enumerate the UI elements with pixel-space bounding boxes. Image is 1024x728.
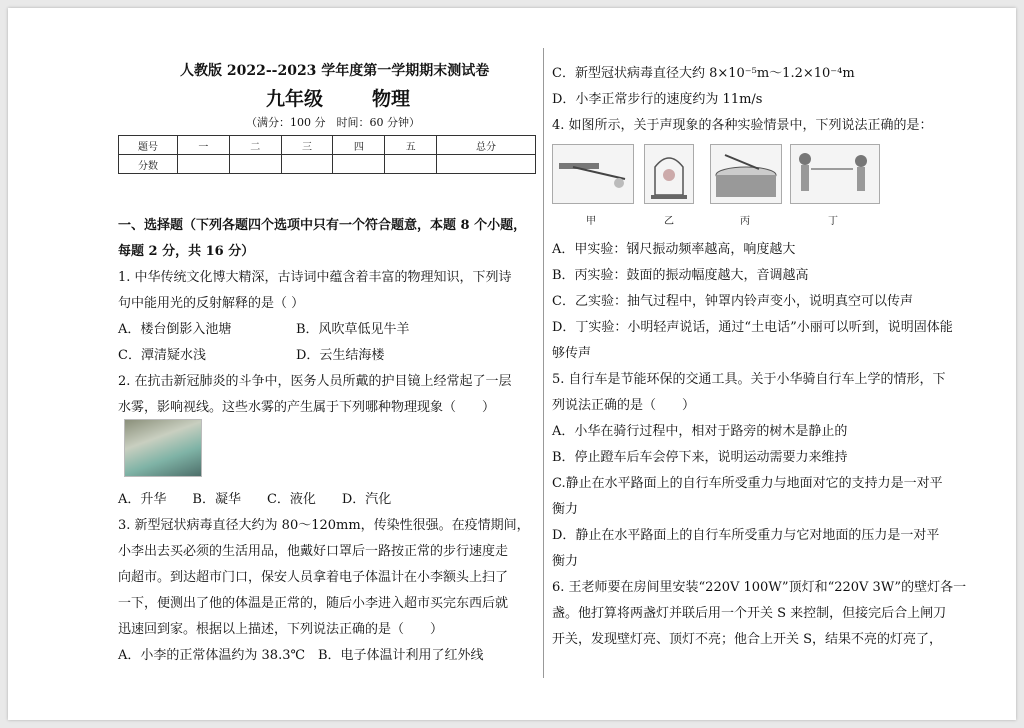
string-phone-icon — [791, 145, 879, 203]
score-entry-cell[interactable] — [281, 155, 333, 174]
q5-option-d-cont: 衡力 — [552, 554, 579, 569]
caption-bing: 丙 — [740, 216, 750, 227]
question-3-line3: 向超市。到达超市门口，保安人员拿着电子体温计在小李额头上扫了 — [118, 570, 509, 585]
question-5: 5. 自行车是节能环保的交通工具。关于小华骑自行车上学的情形，下 — [552, 372, 946, 387]
q5-option-b: B．停止蹬车后车会停下来，说明运动需要力来维持 — [552, 450, 848, 465]
q3-options-ab: A．小李的正常体温约为 38.3℃ B．电子体温计利用了红外线 — [118, 648, 484, 663]
question-2: 2. 在抗击新冠肺炎的斗争中，医务人员所戴的护目镜上经常起了一层 — [118, 374, 512, 389]
goggles-photo — [124, 419, 202, 477]
score-entry-cell[interactable] — [229, 155, 281, 174]
question-3: 3. 新型冠状病毒直径大约为 80～120mm，传染性很强。在疫情期间， — [118, 518, 530, 533]
exam-page — [8, 8, 1016, 720]
q3-option-c: C．新型冠状病毒直径大约 8×10⁻⁵m～1.2×10⁻⁴m — [552, 66, 855, 81]
score-entry-cell[interactable] — [333, 155, 385, 174]
caption-yi: 乙 — [664, 216, 674, 227]
q4-option-c: C．乙实验：抽气过程中，钟罩内铃声变小，说明真空可以传声 — [552, 294, 913, 309]
q4-option-d-cont: 够传声 — [552, 346, 592, 361]
q4-option-b: B．丙实验：鼓面的振动幅度越大，音调越高 — [552, 268, 809, 283]
caption-ding: 丁 — [828, 216, 838, 227]
steel-ruler-icon — [553, 145, 633, 203]
question-6: 6. 王老师要在房间里安装“220V 100W”顶灯和“220V 3W”的壁灯各一 — [552, 580, 967, 595]
question-5-cont: 列说法正确的是（ ） — [552, 398, 696, 413]
score-table — [118, 135, 536, 174]
table-cell: 二 — [229, 136, 281, 155]
q5-option-a: A．小华在骑行过程中，相对于路旁的树木是静止的 — [552, 424, 848, 439]
q5-option-c-cont: 衡力 — [552, 502, 579, 517]
score-table-header-row — [119, 136, 536, 155]
score-entry-cell[interactable] — [437, 155, 536, 174]
grade-label: 九年级 — [266, 88, 324, 110]
question-6-line3: 开关，发现壁灯亮、顶灯不亮；他合上开关 S，结果不亮的灯亮了， — [552, 632, 943, 647]
question-1-cont: 句中能用光的反射解释的是（ ） — [118, 296, 305, 311]
q1-option-d: D．云生结海楼 — [296, 348, 385, 363]
table-cell: 三 — [281, 136, 333, 155]
table-cell: 题号 — [119, 136, 178, 155]
question-1: 1. 中华传统文化博大精深，古诗词中蕴含着丰富的物理知识，下列诗 — [118, 270, 512, 285]
score-entry-cell[interactable] — [178, 155, 230, 174]
q1-option-b: B．风吹草低见牛羊 — [296, 322, 410, 337]
table-cell: 四 — [333, 136, 385, 155]
q2-options: A．升华 B．凝华 C．液化 D．汽化 — [118, 492, 392, 507]
score-table-score-row — [119, 155, 536, 174]
experiment-bell-jar-image — [644, 144, 694, 204]
q5-option-d: D．静止在水平路面上的自行车所受重力与它对地面的压力是一对平 — [552, 528, 940, 543]
question-3-line2: 小李出去买必须的生活用品，他戴好口罩后一路按正常的步行速度走 — [118, 544, 509, 559]
table-cell: 五 — [385, 136, 437, 155]
question-3-line5: 迅速回到家。根据以上描述，下列说法正确的是（ ） — [118, 622, 444, 637]
q4-option-d: D．丁实验：小明轻声说话，通过“土电话”小丽可以听到，说明固体能 — [552, 320, 953, 335]
q4-option-a: A．甲实验：钢尺振动频率越高，响度越大 — [552, 242, 796, 257]
experiment-steel-ruler-image — [552, 144, 634, 204]
drum-icon — [711, 145, 781, 203]
table-cell: 一 — [178, 136, 230, 155]
question-6-line2: 盏。他打算将两盏灯并联后用一个开关 S 来控制，但接完后合上闸刀 — [552, 606, 947, 621]
table-cell: 分数 — [119, 155, 178, 174]
exam-title: 人教版 2022--2023 学年度第一学期期末测试卷 — [180, 63, 490, 79]
question-2-cont: 水雾，影响视线。这些水雾的产生属于下列哪种物理现象（ ） — [118, 400, 496, 415]
subject-label: 物理 — [372, 88, 411, 110]
q5-option-c: C.静止在水平路面上的自行车所受重力与地面对它的支持力是一对平 — [552, 476, 943, 491]
question-3-line4: 一下，便测出了他的体温是正常的，随后小李进入超市买完东西后就 — [118, 596, 509, 611]
section-heading: 一、选择题（下列各题四个选项中只有一个符合题意，本题 8 个小题， — [118, 218, 527, 233]
experiment-string-phone-image — [790, 144, 880, 204]
exam-info: （满分：100 分 时间：60 分钟） — [246, 116, 420, 129]
experiment-drum-image — [710, 144, 782, 204]
bell-jar-icon — [645, 145, 693, 203]
score-entry-cell[interactable] — [385, 155, 437, 174]
column-divider — [543, 48, 544, 678]
q3-option-d: D．小李正常步行的速度约为 11m/s — [552, 92, 763, 107]
caption-jia: 甲 — [586, 216, 596, 227]
q1-option-a: A．楼台倒影入池塘 — [118, 322, 232, 337]
q1-option-c: C．潭清疑水浅 — [118, 348, 206, 363]
question-4: 4. 如图所示，关于声现象的各种实验情景中，下列说法正确的是： — [552, 118, 933, 133]
section-heading-cont: 每题 2 分，共 16 分） — [118, 244, 255, 259]
table-cell: 总分 — [437, 136, 536, 155]
